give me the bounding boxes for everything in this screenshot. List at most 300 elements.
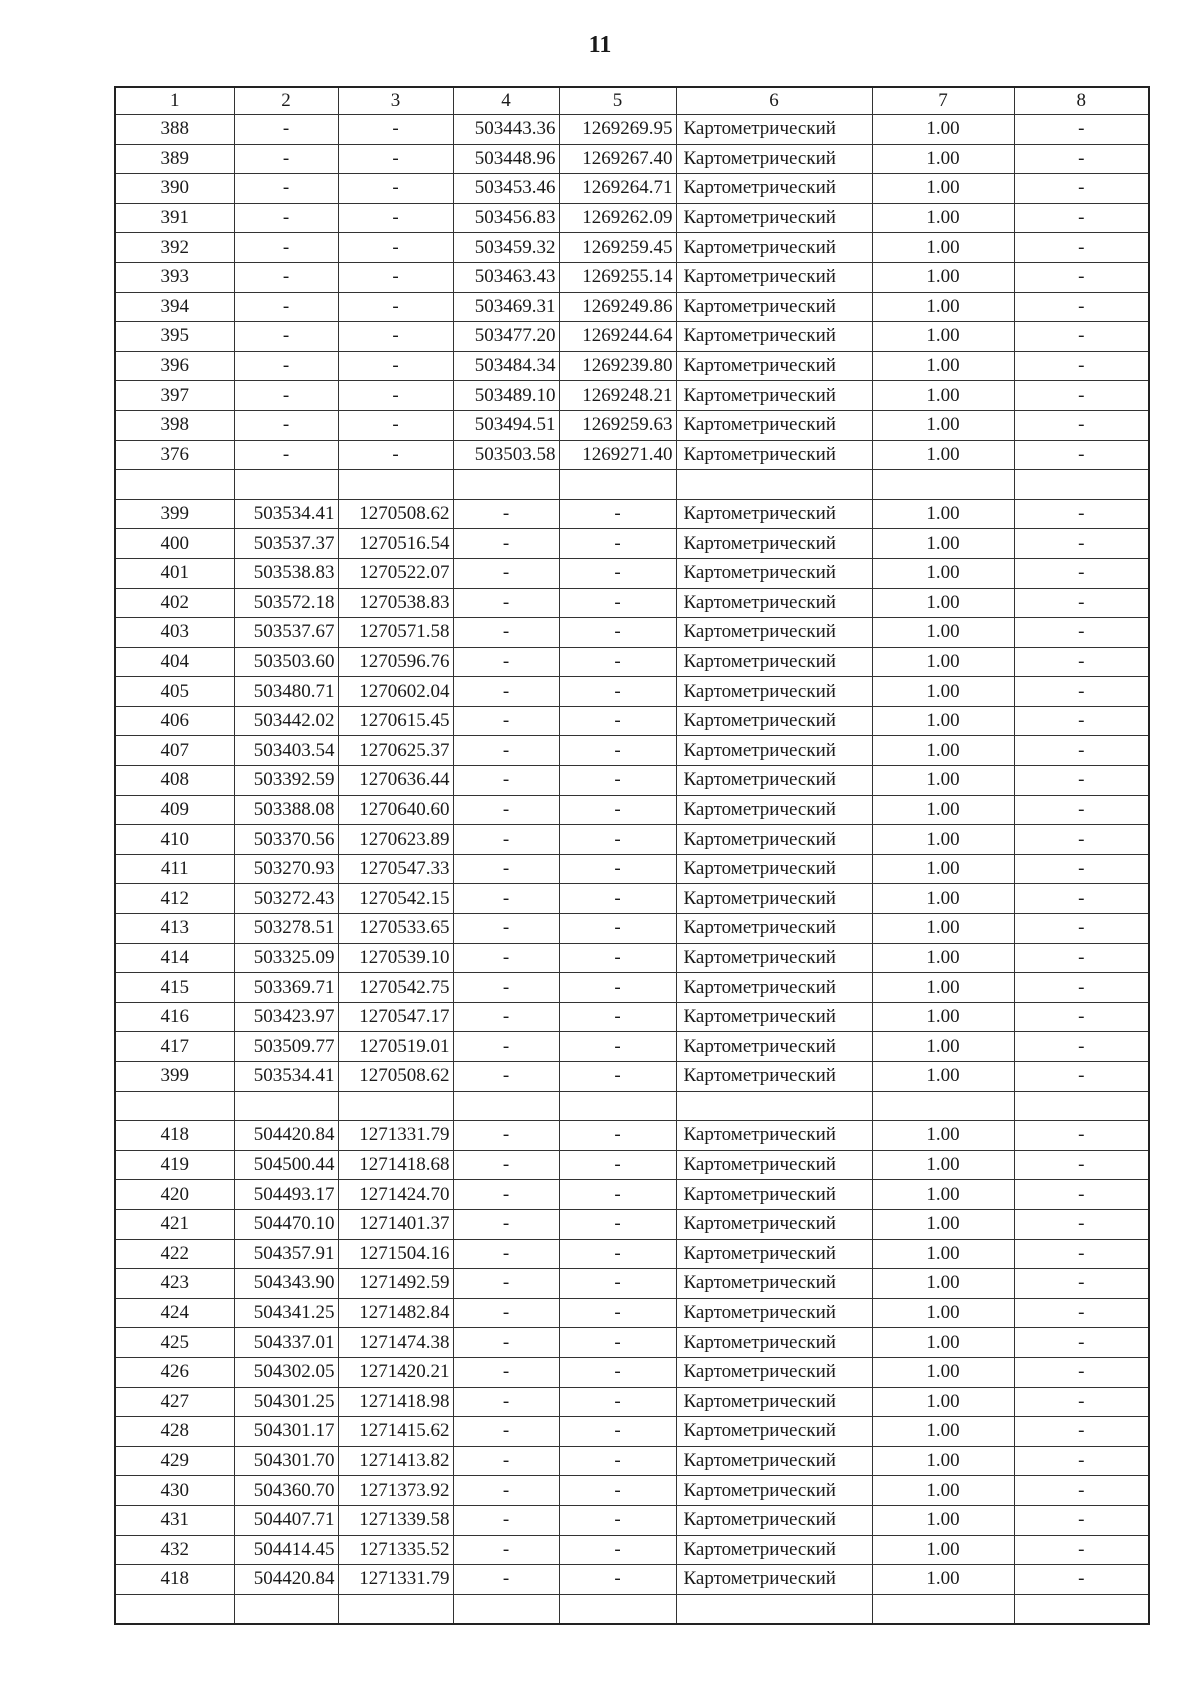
table-row xyxy=(115,1121,1149,1151)
table-cell: - xyxy=(1014,1002,1149,1032)
table-cell: - xyxy=(234,115,338,145)
table-cell: 1.00 xyxy=(872,1032,1014,1062)
table-cell: 1.00 xyxy=(872,1357,1014,1387)
table-cell: 503572.18 xyxy=(234,588,338,618)
table-cell xyxy=(453,1594,559,1624)
table-cell: 392 xyxy=(115,233,234,263)
table-cell: 427 xyxy=(115,1387,234,1417)
table-cell: 1270547.17 xyxy=(338,1002,453,1032)
table-cell: - xyxy=(453,677,559,707)
table-cell: - xyxy=(234,174,338,204)
table-cell: - xyxy=(559,1209,676,1239)
table-cell: 503392.59 xyxy=(234,766,338,796)
table-cell: 1270539.10 xyxy=(338,943,453,973)
table-cell: - xyxy=(1014,440,1149,470)
table-cell: 388 xyxy=(115,115,234,145)
table-cell: 1.00 xyxy=(872,854,1014,884)
table-cell: - xyxy=(338,292,453,322)
table-cell xyxy=(872,1091,1014,1121)
table-cell: 405 xyxy=(115,677,234,707)
table-cell: - xyxy=(1014,203,1149,233)
table-cell: - xyxy=(453,1357,559,1387)
table-cell: - xyxy=(559,914,676,944)
table-cell: - xyxy=(1014,1209,1149,1239)
table-cell: - xyxy=(453,1298,559,1328)
table-row xyxy=(115,1387,1149,1417)
table-row xyxy=(115,914,1149,944)
table-cell: Картометрический xyxy=(676,558,872,588)
table-cell: 1.00 xyxy=(872,618,1014,648)
table-row xyxy=(115,558,1149,588)
table-cell xyxy=(234,1091,338,1121)
table-cell: 1.00 xyxy=(872,1417,1014,1447)
table-cell: - xyxy=(453,1446,559,1476)
table-cell: - xyxy=(559,1446,676,1476)
table-cell: 428 xyxy=(115,1417,234,1447)
table-cell: - xyxy=(338,144,453,174)
table-cell: 503503.60 xyxy=(234,647,338,677)
table-cell: Картометрический xyxy=(676,1565,872,1595)
table-cell: 412 xyxy=(115,884,234,914)
coordinates-table xyxy=(114,86,1150,1625)
table-cell: - xyxy=(559,1357,676,1387)
table-cell: 1270538.83 xyxy=(338,588,453,618)
table-cell: 1.00 xyxy=(872,973,1014,1003)
table-cell: - xyxy=(559,558,676,588)
table-row xyxy=(115,854,1149,884)
table-row xyxy=(115,233,1149,263)
table-cell: Картометрический xyxy=(676,1446,872,1476)
table-cell: 1271492.59 xyxy=(338,1269,453,1299)
table-row xyxy=(115,1476,1149,1506)
table-cell: Картометрический xyxy=(676,115,872,145)
table-cell: 1269244.64 xyxy=(559,322,676,352)
table-cell: 1270623.89 xyxy=(338,825,453,855)
column-header: 8 xyxy=(1014,87,1149,115)
table-cell: 503534.41 xyxy=(234,499,338,529)
table-cell: Картометрический xyxy=(676,884,872,914)
table-cell: 1271504.16 xyxy=(338,1239,453,1269)
table-cell: 403 xyxy=(115,618,234,648)
table-cell xyxy=(234,470,338,500)
table-cell: Картометрический xyxy=(676,1476,872,1506)
table-cell: - xyxy=(559,795,676,825)
table-cell: 1.00 xyxy=(872,647,1014,677)
table-cell: - xyxy=(1014,499,1149,529)
table-cell: 404 xyxy=(115,647,234,677)
table-cell: Картометрический xyxy=(676,1002,872,1032)
table-cell: 1.00 xyxy=(872,292,1014,322)
table-cell: 1.00 xyxy=(872,1002,1014,1032)
table-cell: 1.00 xyxy=(872,943,1014,973)
table-cell: 504302.05 xyxy=(234,1357,338,1387)
table-cell: - xyxy=(1014,144,1149,174)
table-cell: 503494.51 xyxy=(453,410,559,440)
table-cell: - xyxy=(453,884,559,914)
table-cell: Картометрический xyxy=(676,144,872,174)
table-cell: Картометрический xyxy=(676,1505,872,1535)
table-cell: - xyxy=(559,884,676,914)
table-cell: 1.00 xyxy=(872,795,1014,825)
table-cell: 393 xyxy=(115,262,234,292)
table-cell: - xyxy=(338,381,453,411)
table-cell: - xyxy=(453,706,559,736)
table-cell: - xyxy=(559,1298,676,1328)
table-cell: 503370.56 xyxy=(234,825,338,855)
table-cell: Картометрический xyxy=(676,1387,872,1417)
table-cell: 431 xyxy=(115,1505,234,1535)
table-cell: - xyxy=(559,647,676,677)
table-cell: 504341.25 xyxy=(234,1298,338,1328)
table-cell: - xyxy=(453,825,559,855)
column-header: 1 xyxy=(115,87,234,115)
table-cell: - xyxy=(559,618,676,648)
table-cell: 406 xyxy=(115,706,234,736)
table-cell: - xyxy=(234,292,338,322)
table-row xyxy=(115,706,1149,736)
table-cell: 1.00 xyxy=(872,1150,1014,1180)
table-cell: 503503.58 xyxy=(453,440,559,470)
table-cell: 418 xyxy=(115,1565,234,1595)
table-cell: - xyxy=(1014,1180,1149,1210)
table-cell: Картометрический xyxy=(676,499,872,529)
table-cell: 1.00 xyxy=(872,1269,1014,1299)
table-cell: 1.00 xyxy=(872,1062,1014,1092)
table-cell: - xyxy=(338,440,453,470)
table-cell: - xyxy=(1014,1328,1149,1358)
table-row xyxy=(115,1357,1149,1387)
table-cell: 409 xyxy=(115,795,234,825)
table-cell xyxy=(1014,1594,1149,1624)
table-cell: 432 xyxy=(115,1535,234,1565)
table-cell: 376 xyxy=(115,440,234,470)
table-cell: 1.00 xyxy=(872,262,1014,292)
table-cell: 1269264.71 xyxy=(559,174,676,204)
table-row xyxy=(115,825,1149,855)
table-cell: 1271418.68 xyxy=(338,1150,453,1180)
table-cell: - xyxy=(559,766,676,796)
table-cell: 503477.20 xyxy=(453,322,559,352)
table-cell: 420 xyxy=(115,1180,234,1210)
table-cell: Картометрический xyxy=(676,1535,872,1565)
table-cell: - xyxy=(338,351,453,381)
table-cell: 504301.25 xyxy=(234,1387,338,1417)
table-row xyxy=(115,884,1149,914)
table-cell: Картометрический xyxy=(676,1417,872,1447)
table-row xyxy=(115,292,1149,322)
table-row xyxy=(115,618,1149,648)
table-cell: Картометрический xyxy=(676,381,872,411)
table-cell: 395 xyxy=(115,322,234,352)
table-cell xyxy=(676,1594,872,1624)
table-cell: 1270571.58 xyxy=(338,618,453,648)
table-cell: - xyxy=(234,233,338,263)
table-cell: 1.00 xyxy=(872,1505,1014,1535)
table-row xyxy=(115,440,1149,470)
table-cell: - xyxy=(559,1239,676,1269)
table-cell: - xyxy=(453,943,559,973)
table-cell: 394 xyxy=(115,292,234,322)
table-cell xyxy=(234,1594,338,1624)
table-cell: Картометрический xyxy=(676,1180,872,1210)
table-row xyxy=(115,1535,1149,1565)
table-row xyxy=(115,144,1149,174)
table-row xyxy=(115,499,1149,529)
table-cell: - xyxy=(453,973,559,1003)
table-cell: - xyxy=(453,1150,559,1180)
table-cell: 1271335.52 xyxy=(338,1535,453,1565)
table-cell: 504407.71 xyxy=(234,1505,338,1535)
table-cell: Картометрический xyxy=(676,854,872,884)
table-row xyxy=(115,529,1149,559)
table-cell: - xyxy=(559,1476,676,1506)
table-cell xyxy=(115,1594,234,1624)
table-row xyxy=(115,1328,1149,1358)
table-cell: - xyxy=(453,1476,559,1506)
table-cell: 503509.77 xyxy=(234,1032,338,1062)
table-row xyxy=(115,1091,1149,1121)
table-cell xyxy=(1014,1091,1149,1121)
column-header: 3 xyxy=(338,87,453,115)
table-cell: 1271331.79 xyxy=(338,1565,453,1595)
table-cell: - xyxy=(234,351,338,381)
table-cell: - xyxy=(559,1062,676,1092)
table-cell: - xyxy=(1014,351,1149,381)
table-cell: - xyxy=(1014,1150,1149,1180)
table-cell: 504414.45 xyxy=(234,1535,338,1565)
table-cell: 400 xyxy=(115,529,234,559)
table-row xyxy=(115,588,1149,618)
table-cell: Картометрический xyxy=(676,440,872,470)
table-cell: 504301.70 xyxy=(234,1446,338,1476)
table-cell: - xyxy=(1014,1446,1149,1476)
table-cell: - xyxy=(559,529,676,559)
table-cell: 1271418.98 xyxy=(338,1387,453,1417)
table-cell: - xyxy=(1014,914,1149,944)
table-cell xyxy=(338,470,453,500)
table-cell: - xyxy=(234,262,338,292)
table-cell: 399 xyxy=(115,499,234,529)
table-cell: 503423.97 xyxy=(234,1002,338,1032)
table-cell: 1270519.01 xyxy=(338,1032,453,1062)
table-cell: Картометрический xyxy=(676,203,872,233)
table-cell: Картометрический xyxy=(676,618,872,648)
table-cell: 1.00 xyxy=(872,1446,1014,1476)
table-cell: - xyxy=(1014,795,1149,825)
table-cell: 1269269.95 xyxy=(559,115,676,145)
table-cell: - xyxy=(453,914,559,944)
table-cell xyxy=(559,1091,676,1121)
table-cell: Картометрический xyxy=(676,588,872,618)
table-cell: 407 xyxy=(115,736,234,766)
table-cell: - xyxy=(1014,529,1149,559)
table-row xyxy=(115,115,1149,145)
table-cell: 1269262.09 xyxy=(559,203,676,233)
table-cell: 408 xyxy=(115,766,234,796)
column-header: 6 xyxy=(676,87,872,115)
table-cell: Картометрический xyxy=(676,262,872,292)
table-cell: 1269259.45 xyxy=(559,233,676,263)
table-cell: 1.00 xyxy=(872,351,1014,381)
table-cell: - xyxy=(453,1209,559,1239)
table-cell: - xyxy=(559,854,676,884)
table-cell: 1270636.44 xyxy=(338,766,453,796)
table-cell: - xyxy=(338,174,453,204)
table-cell: 1.00 xyxy=(872,233,1014,263)
table-cell: 1270640.60 xyxy=(338,795,453,825)
table-cell: - xyxy=(1014,292,1149,322)
table-cell: - xyxy=(559,1417,676,1447)
table-cell: - xyxy=(1014,1417,1149,1447)
table-cell: 1269259.63 xyxy=(559,410,676,440)
table-cell: - xyxy=(453,1239,559,1269)
table-cell: - xyxy=(1014,174,1149,204)
table-row xyxy=(115,262,1149,292)
table-cell: - xyxy=(453,1417,559,1447)
table-cell: 503463.43 xyxy=(453,262,559,292)
table-cell: 1.00 xyxy=(872,825,1014,855)
table-cell: Картометрический xyxy=(676,825,872,855)
page-number: 11 xyxy=(588,32,612,58)
table-cell: Картометрический xyxy=(676,174,872,204)
table-cell: Картометрический xyxy=(676,914,872,944)
table-cell: 1269267.40 xyxy=(559,144,676,174)
table-cell: Картометрический xyxy=(676,736,872,766)
table-cell: Картометрический xyxy=(676,322,872,352)
table-cell: 503369.71 xyxy=(234,973,338,1003)
table-cell: 1269255.14 xyxy=(559,262,676,292)
table-cell: 504301.17 xyxy=(234,1417,338,1447)
table-cell: 503325.09 xyxy=(234,943,338,973)
table-cell: 1269249.86 xyxy=(559,292,676,322)
table-cell: 402 xyxy=(115,588,234,618)
table-cell: - xyxy=(1014,381,1149,411)
table-cell: 398 xyxy=(115,410,234,440)
table-cell: - xyxy=(559,588,676,618)
table-cell: - xyxy=(453,529,559,559)
column-header: 2 xyxy=(234,87,338,115)
table-cell: 503469.31 xyxy=(453,292,559,322)
table-cell: - xyxy=(453,1180,559,1210)
table-cell: - xyxy=(559,1328,676,1358)
table-cell: - xyxy=(1014,1298,1149,1328)
table-cell: Картометрический xyxy=(676,1121,872,1151)
table-row xyxy=(115,1594,1149,1624)
table-cell: 504337.01 xyxy=(234,1328,338,1358)
table-cell: 1271482.84 xyxy=(338,1298,453,1328)
table-cell: 1.00 xyxy=(872,1298,1014,1328)
table-cell: 1.00 xyxy=(872,115,1014,145)
table-row xyxy=(115,381,1149,411)
table-cell: - xyxy=(234,440,338,470)
table-cell: Картометрический xyxy=(676,973,872,1003)
table-cell: 1.00 xyxy=(872,322,1014,352)
table-cell: Картометрический xyxy=(676,943,872,973)
table-cell: - xyxy=(453,647,559,677)
table-cell: - xyxy=(1014,233,1149,263)
table-cell xyxy=(676,1091,872,1121)
table-cell: Картометрический xyxy=(676,410,872,440)
table-cell: - xyxy=(1014,1239,1149,1269)
table-cell: - xyxy=(1014,1565,1149,1595)
table-cell: - xyxy=(338,203,453,233)
table-cell: 422 xyxy=(115,1239,234,1269)
table-cell: 503537.67 xyxy=(234,618,338,648)
table-cell: - xyxy=(1014,1062,1149,1092)
table-cell: 504360.70 xyxy=(234,1476,338,1506)
table-cell: Картометрический xyxy=(676,351,872,381)
table-cell: - xyxy=(559,1002,676,1032)
table-cell: - xyxy=(559,1180,676,1210)
table-cell: - xyxy=(234,203,338,233)
table-cell: - xyxy=(338,322,453,352)
table-cell xyxy=(676,470,872,500)
table-cell: 503538.83 xyxy=(234,558,338,588)
table-cell: - xyxy=(559,706,676,736)
table-cell: 503270.93 xyxy=(234,854,338,884)
table-cell: - xyxy=(1014,854,1149,884)
table-cell: 1.00 xyxy=(872,174,1014,204)
table-cell: 503278.51 xyxy=(234,914,338,944)
column-header: 7 xyxy=(872,87,1014,115)
table-cell: - xyxy=(453,1565,559,1595)
table-cell: 1.00 xyxy=(872,766,1014,796)
table-cell: Картометрический xyxy=(676,1150,872,1180)
table-cell: - xyxy=(453,1002,559,1032)
table-cell: 1.00 xyxy=(872,203,1014,233)
table-cell: - xyxy=(1014,1269,1149,1299)
table-row xyxy=(115,647,1149,677)
table-row xyxy=(115,973,1149,1003)
column-header: 5 xyxy=(559,87,676,115)
table-cell: 1269248.21 xyxy=(559,381,676,411)
table-cell: 504357.91 xyxy=(234,1239,338,1269)
table-row xyxy=(115,1446,1149,1476)
table-cell: 1270596.76 xyxy=(338,647,453,677)
table-cell: - xyxy=(559,1387,676,1417)
table-cell: 503489.10 xyxy=(453,381,559,411)
table-cell: - xyxy=(234,410,338,440)
table-cell: 504500.44 xyxy=(234,1150,338,1180)
table-cell: - xyxy=(1014,1505,1149,1535)
table-cell: 1270625.37 xyxy=(338,736,453,766)
column-header: 4 xyxy=(453,87,559,115)
table-row xyxy=(115,1417,1149,1447)
table-cell: 504343.90 xyxy=(234,1269,338,1299)
table-cell: - xyxy=(453,1387,559,1417)
table-cell: - xyxy=(1014,706,1149,736)
table-row xyxy=(115,351,1149,381)
table-cell: 503480.71 xyxy=(234,677,338,707)
table-cell: - xyxy=(1014,322,1149,352)
table-body xyxy=(115,115,1149,1625)
table-cell: 1.00 xyxy=(872,1239,1014,1269)
table-cell: 503442.02 xyxy=(234,706,338,736)
table-cell: - xyxy=(1014,1535,1149,1565)
table-cell: Картометрический xyxy=(676,795,872,825)
table-cell: - xyxy=(453,588,559,618)
table-cell xyxy=(115,470,234,500)
table-cell: - xyxy=(1014,1476,1149,1506)
table-cell: 426 xyxy=(115,1357,234,1387)
table-cell: 503456.83 xyxy=(453,203,559,233)
table-cell: - xyxy=(1014,884,1149,914)
table-cell: - xyxy=(453,1328,559,1358)
table-row xyxy=(115,1505,1149,1535)
table-cell: 1.00 xyxy=(872,1180,1014,1210)
table-cell: 503388.08 xyxy=(234,795,338,825)
table-cell: - xyxy=(1014,736,1149,766)
